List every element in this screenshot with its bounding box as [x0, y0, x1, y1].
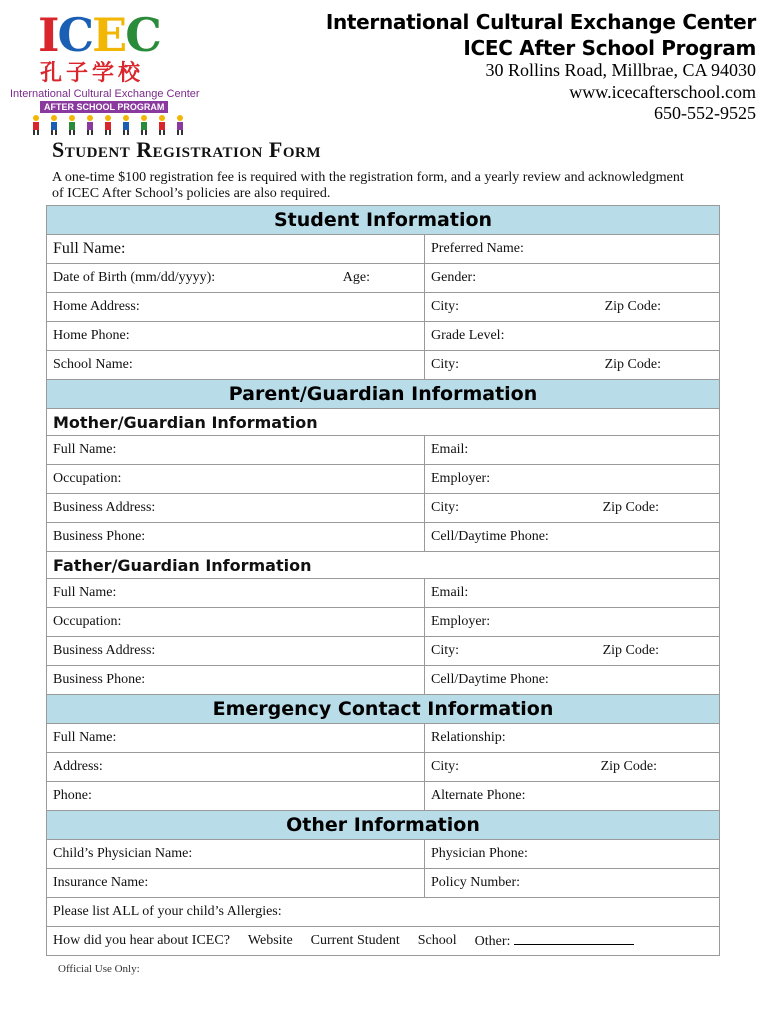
dob-label: Date of Birth (mm/dd/yyyy):	[53, 270, 216, 285]
emergency-city-zip-field[interactable]	[425, 753, 720, 782]
age-label: Age:	[342, 270, 370, 285]
student-grade-level-field[interactable]	[425, 322, 720, 351]
city-label: City:	[431, 759, 460, 774]
intro-text: A one-time $100 registration fee is required with the registration form, and a yearly review and acknowledgment of ICEC After School’s policies are also required.	[52, 170, 684, 202]
father-city-zip-field[interactable]	[425, 637, 720, 666]
label: Policy Number:	[431, 875, 521, 890]
label: Home Phone:	[53, 328, 130, 343]
student-school-name-field[interactable]	[47, 351, 425, 380]
label: Address:	[53, 759, 103, 774]
label: Alternate Phone:	[431, 788, 526, 803]
emergency-address-field[interactable]	[47, 753, 425, 782]
option-other-label: Other:	[474, 934, 511, 949]
emergency-phone-field[interactable]	[47, 782, 425, 811]
label: Email:	[431, 442, 469, 457]
mother-cell-phone-field[interactable]	[425, 523, 720, 552]
form-title: Student Registration Form	[52, 137, 321, 162]
logo-chinese-name: 孔子学校	[40, 60, 145, 85]
section-student-information: Student Information	[47, 206, 720, 235]
org-title: International Cultural Exchange Center	[325, 10, 756, 34]
logo-letter-i: I	[38, 8, 58, 62]
father-employer-field[interactable]	[425, 608, 720, 637]
emergency-alt-phone-field[interactable]	[425, 782, 720, 811]
logo-brand-letters	[38, 8, 160, 62]
registration-form-table	[46, 205, 720, 956]
label: Business Address:	[53, 643, 156, 658]
father-business-phone-field[interactable]	[47, 666, 425, 695]
label: Employer:	[431, 471, 491, 486]
label: School Name:	[53, 357, 133, 372]
father-business-address-field[interactable]	[47, 637, 425, 666]
label: Full Name:	[53, 442, 117, 457]
label: Cell/Daytime Phone:	[431, 672, 549, 687]
option-other[interactable]	[475, 932, 634, 950]
label: Physician Phone:	[431, 846, 528, 861]
subsection-mother-guardian: Mother/Guardian Information	[47, 409, 720, 436]
zip-label: Zip Code:	[600, 759, 657, 774]
children-figures-icon	[28, 114, 198, 136]
label: Relationship:	[431, 730, 506, 745]
contact-header	[326, 10, 756, 125]
allergies-field[interactable]	[47, 898, 720, 927]
label: Please list ALL of your child’s Allergies:	[53, 904, 282, 919]
father-cell-phone-field[interactable]	[425, 666, 720, 695]
label: Child’s Physician Name:	[53, 846, 193, 861]
option-school[interactable]: School	[417, 933, 457, 948]
zip-label: Zip Code:	[604, 299, 661, 314]
father-occupation-field[interactable]	[47, 608, 425, 637]
label: Occupation:	[53, 614, 122, 629]
mother-business-address-field[interactable]	[47, 494, 425, 523]
label: Full Name:	[53, 585, 117, 600]
insurance-name-field[interactable]	[47, 869, 425, 898]
student-preferred-name-field[interactable]	[425, 235, 720, 264]
phone-number: 650-552-9525	[654, 103, 756, 124]
label: Business Address:	[53, 500, 156, 515]
zip-label: Zip Code:	[604, 357, 661, 372]
referral-source-field[interactable]	[47, 927, 720, 956]
section-parent-guardian-information: Parent/Guardian Information	[47, 380, 720, 409]
student-full-name-field[interactable]	[47, 235, 425, 264]
label: Employer:	[431, 614, 491, 629]
label: Business Phone:	[53, 529, 146, 544]
subsection-father-guardian: Father/Guardian Information	[47, 552, 720, 579]
label: Phone:	[53, 788, 92, 803]
zip-label: Zip Code:	[602, 643, 659, 658]
label: Insurance Name:	[53, 875, 149, 890]
official-use-label: Official Use Only:	[58, 963, 140, 975]
label: Home Address:	[53, 299, 140, 314]
student-dob-age-field[interactable]	[47, 264, 425, 293]
other-blank-line[interactable]	[514, 932, 634, 945]
website-link[interactable]: www.icecafterschool.com	[569, 81, 756, 102]
policy-number-field[interactable]	[425, 869, 720, 898]
zip-label: Zip Code:	[602, 500, 659, 515]
logo-letter-c2: C	[125, 8, 160, 62]
option-current-student[interactable]: Current Student	[310, 933, 400, 948]
label: Business Phone:	[53, 672, 146, 687]
logo-letter-c: C	[57, 8, 93, 62]
father-full-name-field[interactable]	[47, 579, 425, 608]
city-label: City:	[431, 299, 460, 314]
icec-logo	[10, 10, 210, 135]
city-label: City:	[431, 500, 460, 515]
mother-occupation-field[interactable]	[47, 465, 425, 494]
option-website[interactable]: Website	[247, 933, 293, 948]
mother-email-field[interactable]	[425, 436, 720, 465]
emergency-full-name-field[interactable]	[47, 724, 425, 753]
logo-letter-e: E	[92, 8, 126, 62]
label: Cell/Daytime Phone:	[431, 529, 549, 544]
label: Gender:	[431, 270, 477, 285]
city-label: City:	[431, 643, 460, 658]
referral-question: How did you hear about ICEC?	[53, 933, 230, 948]
mother-business-phone-field[interactable]	[47, 523, 425, 552]
address: 30 Rollins Road, Millbrae, CA 94030	[485, 60, 756, 80]
label: Full Name:	[53, 240, 126, 257]
label: Full Name:	[53, 730, 117, 745]
physician-name-field[interactable]	[47, 840, 425, 869]
school-city-zip-field[interactable]	[425, 351, 720, 380]
student-city-zip-field[interactable]	[425, 293, 720, 322]
student-home-phone-field[interactable]	[47, 322, 425, 351]
student-home-address-field[interactable]	[47, 293, 425, 322]
logo-org-name: International Cultural Exchange Center	[10, 88, 200, 100]
student-gender-field[interactable]	[425, 264, 720, 293]
emergency-relationship-field[interactable]	[425, 724, 720, 753]
program-title: ICEC After School Program	[463, 36, 756, 60]
mother-full-name-field[interactable]	[47, 436, 425, 465]
label: Occupation:	[53, 471, 122, 486]
label: Email:	[431, 585, 469, 600]
section-emergency-contact-information: Emergency Contact Information	[47, 695, 720, 724]
physician-phone-field[interactable]	[425, 840, 720, 869]
section-other-information: Other Information	[47, 811, 720, 840]
logo-program-tag: AFTER SCHOOL PROGRAM	[40, 101, 168, 113]
city-label: City:	[431, 357, 460, 372]
label: Grade Level:	[431, 328, 505, 343]
label: Preferred Name:	[431, 241, 524, 256]
father-email-field[interactable]	[425, 579, 720, 608]
mother-employer-field[interactable]	[425, 465, 720, 494]
mother-city-zip-field[interactable]	[425, 494, 720, 523]
